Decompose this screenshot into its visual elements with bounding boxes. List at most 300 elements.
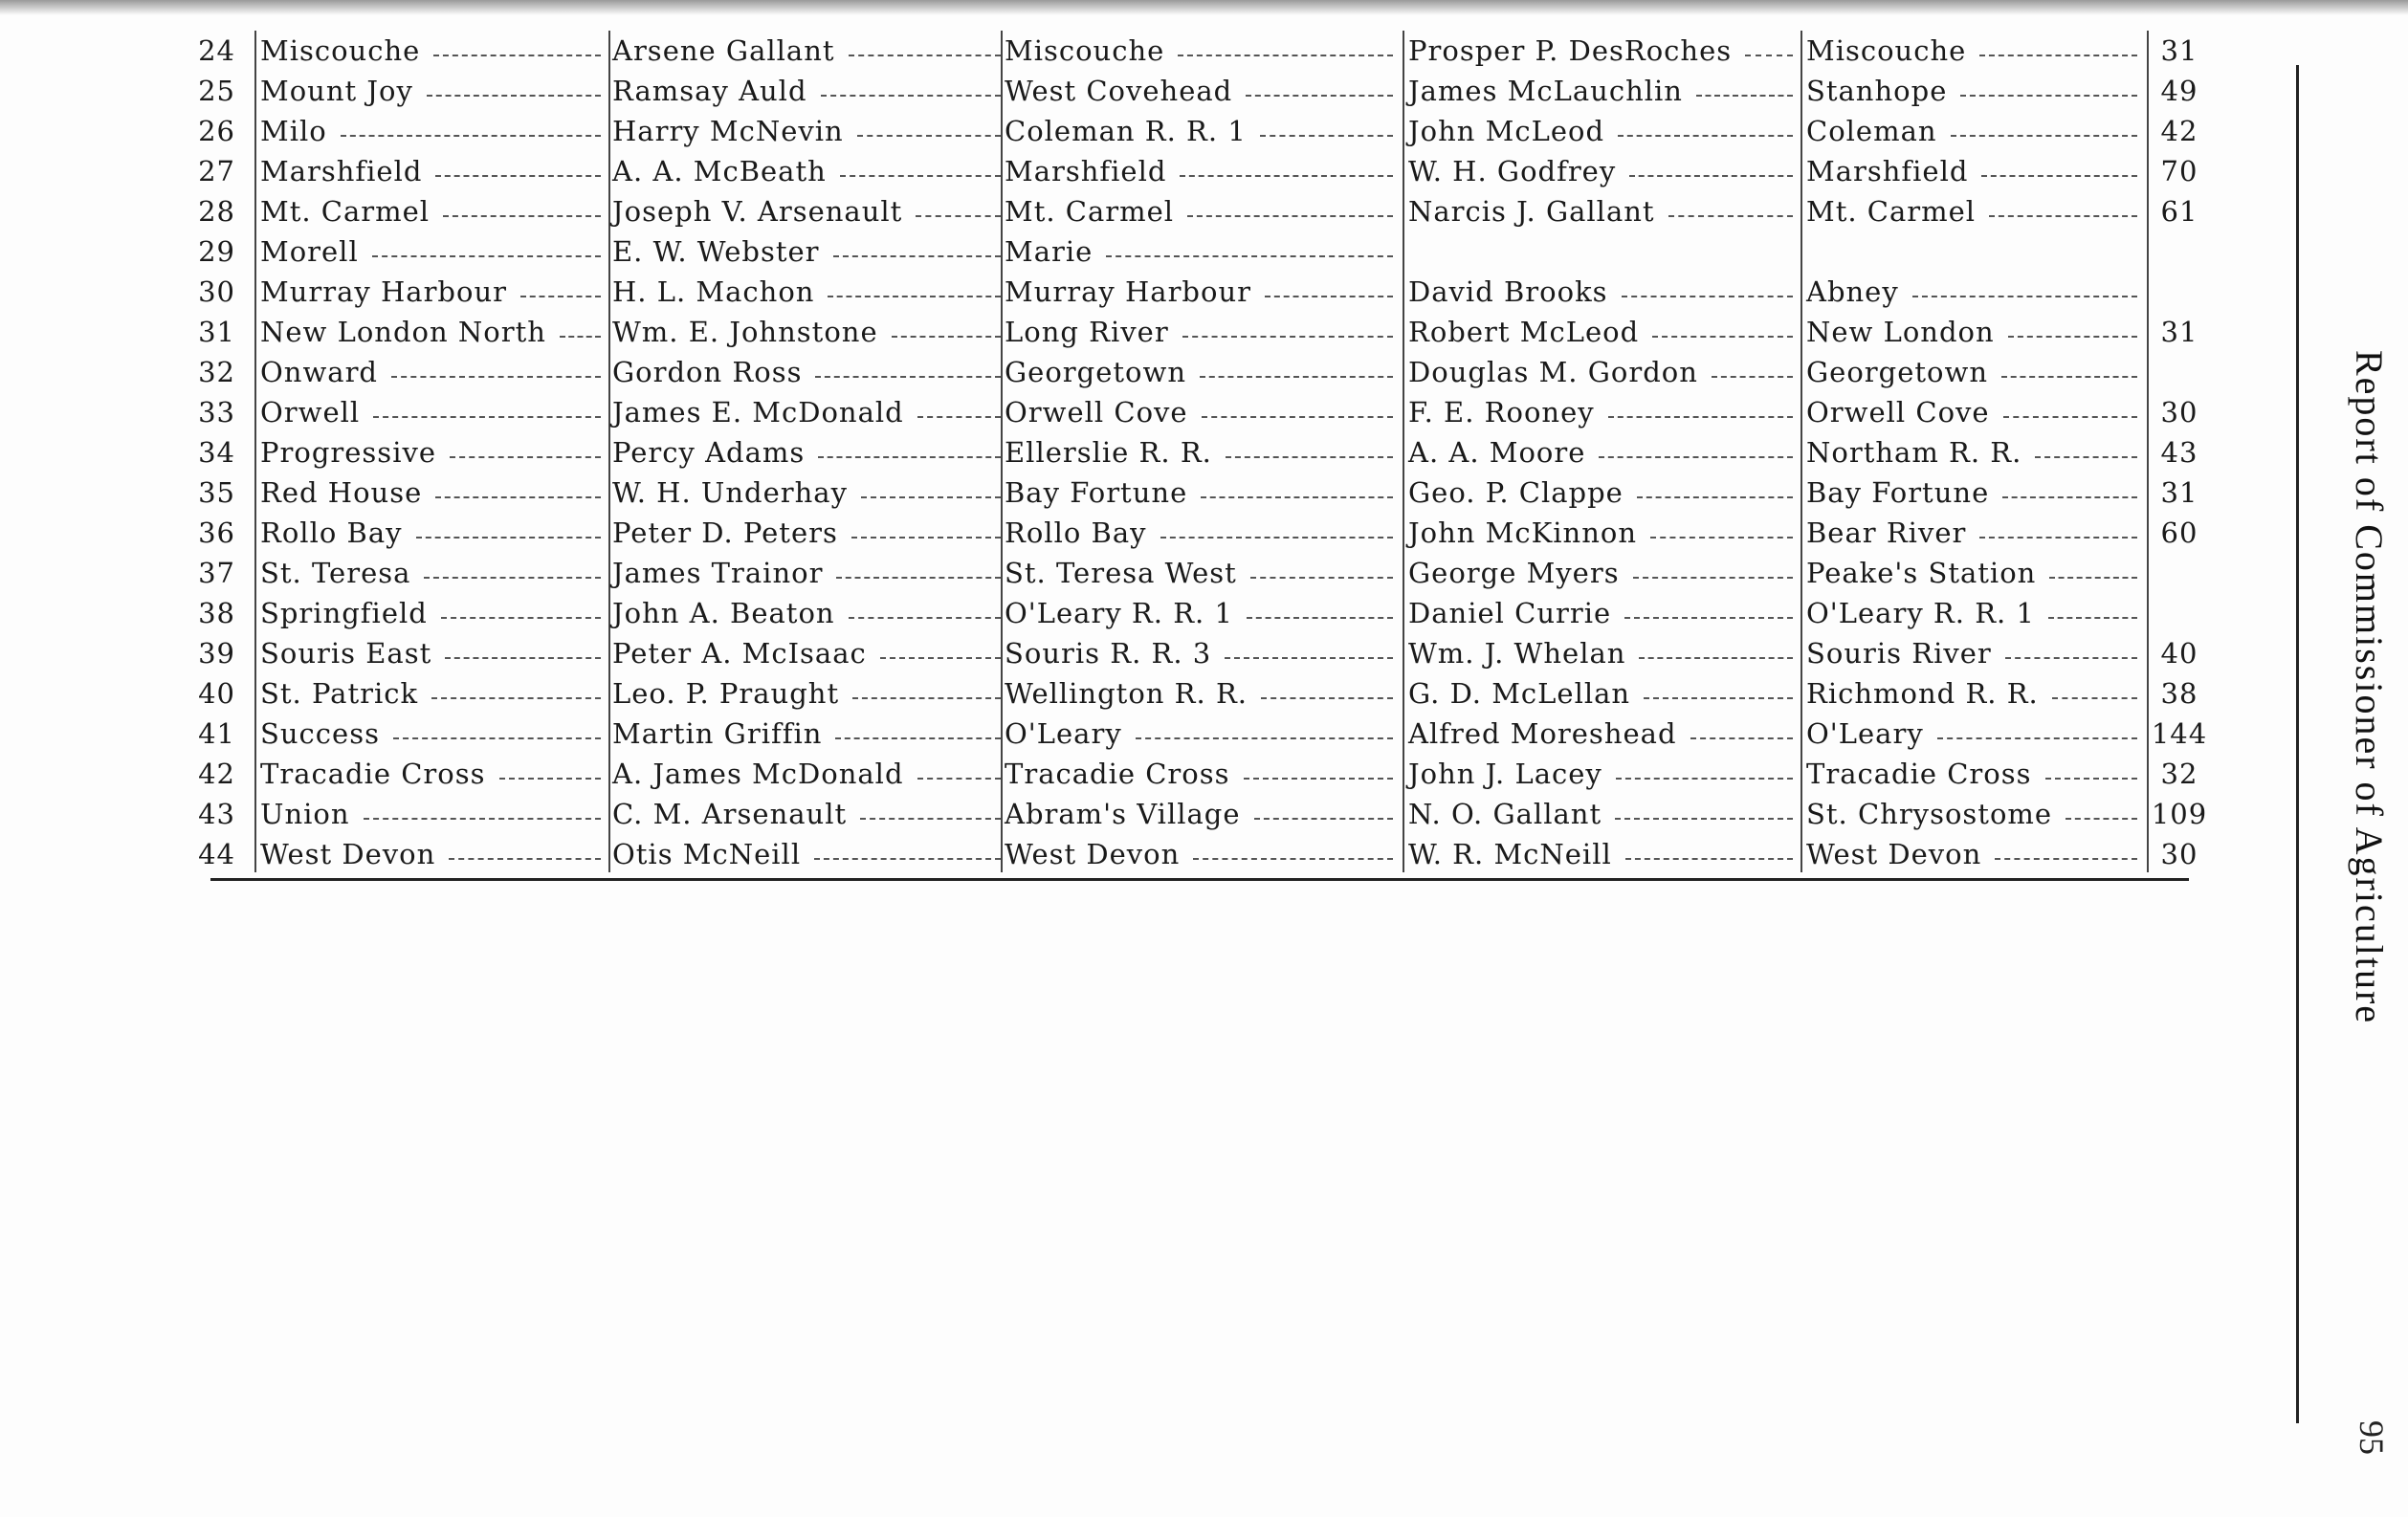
member-count: 49 bbox=[2160, 75, 2198, 107]
secretary-address: Northam R. R. bbox=[1806, 436, 2022, 469]
president-address-cell bbox=[1005, 633, 1399, 673]
secretary-name: James McLauchlin bbox=[1408, 75, 1683, 107]
row-number-cell bbox=[198, 432, 253, 473]
table-row bbox=[198, 473, 2198, 513]
district-name-cell bbox=[260, 231, 607, 272]
row-number-cell bbox=[198, 473, 253, 513]
president-address: Rollo Bay bbox=[1005, 517, 1147, 549]
dot-leader bbox=[364, 818, 601, 820]
row-number: 29 bbox=[198, 235, 235, 268]
dot-leader bbox=[1629, 175, 1793, 177]
dot-leader bbox=[1633, 577, 1793, 579]
president-name: A. James McDonald bbox=[612, 758, 904, 790]
row-number-cell bbox=[198, 151, 253, 191]
row-number-cell bbox=[198, 593, 253, 633]
secretary-address-cell bbox=[1806, 352, 2143, 392]
secretary-name: G. D. McLellan bbox=[1408, 677, 1631, 710]
member-count-cell bbox=[2153, 714, 2220, 754]
district-name-cell bbox=[260, 673, 607, 714]
district-name-cell bbox=[260, 31, 607, 71]
member-count: 30 bbox=[2160, 838, 2198, 870]
row-number: 44 bbox=[198, 838, 235, 870]
row-number: 31 bbox=[198, 316, 235, 348]
secretary-address-cell bbox=[1806, 633, 2143, 673]
dot-leader bbox=[433, 55, 601, 56]
president-address: West Devon bbox=[1005, 838, 1181, 870]
row-number-cell bbox=[198, 71, 253, 111]
president-address: Long River bbox=[1005, 316, 1169, 348]
dot-leader bbox=[917, 416, 1001, 418]
secretary-name-cell bbox=[1408, 191, 1799, 231]
member-count-cell bbox=[2153, 633, 2220, 673]
district-name-cell bbox=[260, 71, 607, 111]
dot-leader bbox=[1652, 336, 1793, 338]
secretary-address: Miscouche bbox=[1806, 34, 1967, 67]
dot-leader bbox=[916, 215, 1001, 217]
running-header: Report of Commissioner of Agriculture bbox=[2348, 350, 2391, 1025]
secretary-name-cell bbox=[1408, 834, 1799, 874]
president-address: Coleman R. R. 1 bbox=[1005, 115, 1247, 147]
table-row bbox=[198, 31, 2198, 71]
row-number-cell bbox=[198, 352, 253, 392]
row-number: 43 bbox=[198, 798, 235, 830]
president-address-cell bbox=[1005, 432, 1399, 473]
secretary-address: Bay Fortune bbox=[1806, 476, 1990, 509]
secretary-name: A. A. Moore bbox=[1408, 436, 1586, 469]
president-name-cell bbox=[612, 71, 1006, 111]
dot-leader bbox=[1261, 697, 1393, 699]
dot-leader bbox=[2008, 336, 2137, 338]
president-name: H. L. Machon bbox=[612, 275, 815, 308]
secretary-name: Prosper P. DesRoches bbox=[1408, 34, 1733, 67]
row-number-cell bbox=[198, 272, 253, 312]
president-address: O'Leary R. R. 1 bbox=[1005, 597, 1233, 629]
president-name: W. H. Underhay bbox=[612, 476, 848, 509]
member-count-cell bbox=[2153, 432, 2220, 473]
president-address-cell bbox=[1005, 352, 1399, 392]
dot-leader bbox=[1937, 737, 2137, 739]
president-address-cell bbox=[1005, 272, 1399, 312]
secretary-address: Marshfield bbox=[1806, 155, 1969, 187]
row-number: 26 bbox=[198, 115, 235, 147]
secretary-name-cell bbox=[1408, 31, 1799, 71]
secretary-address: Stanhope bbox=[1806, 75, 1948, 107]
president-name-cell bbox=[612, 834, 1006, 874]
president-name: Leo. P. Praught bbox=[612, 677, 840, 710]
dot-leader bbox=[1200, 376, 1393, 378]
president-name-cell bbox=[612, 714, 1006, 754]
secretary-name: W. H. Godfrey bbox=[1408, 155, 1617, 187]
secretary-name: Geo. P. Clappe bbox=[1408, 476, 1624, 509]
member-count: 31 bbox=[2160, 476, 2198, 509]
president-address-cell bbox=[1005, 794, 1399, 834]
row-number-cell bbox=[198, 754, 253, 794]
secretary-address: West Devon bbox=[1806, 838, 1982, 870]
district-name-cell bbox=[260, 312, 607, 352]
member-count-cell bbox=[2153, 312, 2220, 352]
president-address-cell bbox=[1005, 191, 1399, 231]
president-name-cell bbox=[612, 191, 1006, 231]
member-count-cell bbox=[2153, 513, 2220, 553]
president-address: Abram's Village bbox=[1005, 798, 1241, 830]
dot-leader bbox=[520, 296, 601, 297]
member-count: 109 bbox=[2151, 798, 2208, 830]
secretary-name: F. E. Rooney bbox=[1408, 396, 1595, 429]
president-name-cell bbox=[612, 312, 1006, 352]
district-name: Union bbox=[260, 798, 350, 830]
member-count-cell bbox=[2153, 231, 2220, 272]
president-name: C. M. Arsenault bbox=[612, 798, 848, 830]
dot-leader bbox=[1622, 296, 1793, 297]
president-name-cell bbox=[612, 794, 1006, 834]
president-address: O'Leary bbox=[1005, 717, 1122, 750]
dot-leader bbox=[1979, 55, 2137, 56]
member-count-cell bbox=[2153, 794, 2220, 834]
dot-leader bbox=[2002, 496, 2137, 498]
row-number-cell bbox=[198, 714, 253, 754]
district-name: West Devon bbox=[260, 838, 436, 870]
president-address-cell bbox=[1005, 312, 1399, 352]
president-address-cell bbox=[1005, 593, 1399, 633]
secretary-name-cell bbox=[1408, 513, 1799, 553]
member-count-cell bbox=[2153, 151, 2220, 191]
dot-leader bbox=[852, 697, 1001, 699]
president-address-cell bbox=[1005, 71, 1399, 111]
district-name: Progressive bbox=[260, 436, 437, 469]
row-number-cell bbox=[198, 111, 253, 151]
district-name: Onward bbox=[260, 356, 378, 388]
member-count-cell bbox=[2153, 272, 2220, 312]
secretary-address-cell bbox=[1806, 714, 2143, 754]
district-name: Tracadie Cross bbox=[260, 758, 486, 790]
dot-leader bbox=[445, 657, 601, 659]
member-count: 60 bbox=[2160, 517, 2198, 549]
row-number: 32 bbox=[198, 356, 235, 388]
row-number: 42 bbox=[198, 758, 235, 790]
dot-leader bbox=[560, 336, 601, 338]
president-address: St. Teresa West bbox=[1005, 557, 1237, 589]
secretary-address-cell bbox=[1806, 231, 2143, 272]
president-name: Percy Adams bbox=[612, 436, 806, 469]
secretary-name-cell bbox=[1408, 714, 1799, 754]
dot-leader bbox=[1201, 496, 1393, 498]
dot-leader bbox=[860, 818, 1001, 820]
secretary-name: Wm. J. Whelan bbox=[1408, 637, 1626, 670]
row-number: 37 bbox=[198, 557, 235, 589]
dot-leader bbox=[1624, 617, 1793, 619]
secretary-address: Mt. Carmel bbox=[1806, 195, 1977, 228]
member-count: 31 bbox=[2160, 34, 2198, 67]
table-row bbox=[198, 191, 2198, 231]
row-number: 30 bbox=[198, 275, 235, 308]
president-name-cell bbox=[612, 754, 1006, 794]
dot-leader bbox=[1247, 617, 1393, 619]
secretary-address-cell bbox=[1806, 71, 2143, 111]
dot-leader bbox=[2001, 376, 2137, 378]
member-count-cell bbox=[2153, 553, 2220, 593]
president-name-cell bbox=[612, 151, 1006, 191]
secretary-name: Douglas M. Gordon bbox=[1408, 356, 1698, 388]
secretary-name: Alfred Moreshead bbox=[1408, 717, 1677, 750]
dot-leader bbox=[1690, 737, 1793, 739]
secretary-address-cell bbox=[1806, 111, 2143, 151]
president-name-cell bbox=[612, 111, 1006, 151]
dot-leader bbox=[835, 737, 1001, 739]
district-name-cell bbox=[260, 794, 607, 834]
dot-leader bbox=[1644, 697, 1793, 699]
dot-leader bbox=[818, 456, 1001, 458]
president-address: Orwell Cove bbox=[1005, 396, 1188, 429]
district-name: Rollo Bay bbox=[260, 517, 403, 549]
dot-leader bbox=[2048, 617, 2137, 619]
secretary-address-cell bbox=[1806, 473, 2143, 513]
president-address-cell bbox=[1005, 392, 1399, 432]
dot-leader bbox=[450, 456, 601, 458]
president-address-cell bbox=[1005, 473, 1399, 513]
district-name-cell bbox=[260, 432, 607, 473]
president-address: Ellerslie R. R. bbox=[1005, 436, 1212, 469]
dot-leader bbox=[1187, 215, 1393, 217]
president-name: James E. McDonald bbox=[612, 396, 904, 429]
secretary-name-cell bbox=[1408, 553, 1799, 593]
secretary-name-cell bbox=[1408, 794, 1799, 834]
table-row bbox=[198, 593, 2189, 633]
president-address: Tracadie Cross bbox=[1005, 758, 1230, 790]
president-address: Marie bbox=[1005, 235, 1094, 268]
dot-leader bbox=[821, 95, 1001, 97]
president-address-cell bbox=[1005, 673, 1399, 714]
member-count-cell bbox=[2153, 834, 2220, 874]
row-number-cell bbox=[198, 312, 253, 352]
dot-leader bbox=[1981, 175, 2137, 177]
row-number: 39 bbox=[198, 637, 235, 670]
secretary-name: John McLeod bbox=[1408, 115, 1605, 147]
president-name-cell bbox=[612, 31, 1006, 71]
dot-leader bbox=[1260, 135, 1393, 137]
table-row bbox=[198, 754, 2198, 794]
dot-leader bbox=[2005, 657, 2137, 659]
dot-leader bbox=[1265, 296, 1393, 297]
president-name-cell bbox=[612, 272, 1006, 312]
row-number-cell bbox=[198, 834, 253, 874]
district-name: Mount Joy bbox=[260, 75, 413, 107]
secretary-name-cell bbox=[1408, 272, 1799, 312]
row-number: 28 bbox=[198, 195, 235, 228]
row-number: 27 bbox=[198, 155, 235, 187]
president-address: Wellington R. R. bbox=[1005, 677, 1248, 710]
member-count-cell bbox=[2153, 191, 2220, 231]
president-address: Bay Fortune bbox=[1005, 476, 1188, 509]
dot-leader bbox=[828, 296, 1001, 297]
dot-leader bbox=[1960, 95, 2137, 97]
dot-leader bbox=[1178, 55, 1393, 56]
secretary-address-cell bbox=[1806, 272, 2143, 312]
president-address-cell bbox=[1005, 553, 1399, 593]
member-count: 42 bbox=[2160, 115, 2198, 147]
president-name: Wm. E. Johnstone bbox=[612, 316, 878, 348]
table-row bbox=[198, 352, 2189, 392]
member-count: 31 bbox=[2160, 316, 2198, 348]
district-name-cell bbox=[260, 191, 607, 231]
dot-leader bbox=[1618, 135, 1793, 137]
row-number-cell bbox=[198, 673, 253, 714]
president-address: Marshfield bbox=[1005, 155, 1167, 187]
member-count: 38 bbox=[2160, 677, 2198, 710]
row-number: 33 bbox=[198, 396, 235, 429]
member-count-cell bbox=[2153, 352, 2220, 392]
district-name: Success bbox=[260, 717, 380, 750]
secretary-address: O'Leary bbox=[1806, 717, 1924, 750]
scan-edge-shadow bbox=[0, 0, 2408, 15]
president-name-cell bbox=[612, 633, 1006, 673]
table-row bbox=[198, 111, 2198, 151]
dot-leader bbox=[424, 577, 601, 579]
dot-leader bbox=[441, 617, 601, 619]
row-number-cell bbox=[198, 231, 253, 272]
secretary-address-cell bbox=[1806, 673, 2143, 714]
secretary-address: St. Chrysostome bbox=[1806, 798, 2053, 830]
member-count: 40 bbox=[2160, 637, 2198, 670]
secretary-name-cell bbox=[1408, 111, 1799, 151]
row-number-cell bbox=[198, 392, 253, 432]
dot-leader bbox=[833, 255, 1001, 257]
table-row bbox=[198, 513, 2198, 553]
president-name-cell bbox=[612, 392, 1006, 432]
row-number: 25 bbox=[198, 75, 235, 107]
president-name-cell bbox=[612, 673, 1006, 714]
secretary-address-cell bbox=[1806, 31, 2143, 71]
president-address-cell bbox=[1005, 151, 1399, 191]
president-name: E. W. Webster bbox=[612, 235, 820, 268]
dot-leader bbox=[393, 737, 601, 739]
dot-leader bbox=[427, 95, 601, 97]
president-address-cell bbox=[1005, 513, 1399, 553]
dot-leader bbox=[372, 255, 601, 257]
president-address-cell bbox=[1005, 754, 1399, 794]
member-count-cell bbox=[2153, 754, 2220, 794]
district-name-cell bbox=[260, 392, 607, 432]
dot-leader bbox=[341, 135, 601, 137]
secretary-name-cell bbox=[1408, 633, 1799, 673]
secretary-address-cell bbox=[1806, 191, 2143, 231]
dot-leader bbox=[849, 55, 1001, 56]
secretary-name: John McKinnon bbox=[1408, 517, 1638, 549]
dot-leader bbox=[1625, 858, 1793, 860]
table-row bbox=[198, 794, 2208, 834]
president-name: John A. Beaton bbox=[612, 597, 835, 629]
table-row bbox=[198, 714, 2208, 754]
secretary-name: Robert McLeod bbox=[1408, 316, 1640, 348]
secretary-name: George Myers bbox=[1408, 557, 1620, 589]
table-row bbox=[198, 553, 2189, 593]
dot-leader bbox=[1599, 456, 1793, 458]
dot-leader bbox=[2003, 416, 2137, 418]
table-row bbox=[198, 151, 2198, 191]
dot-leader bbox=[1136, 737, 1393, 739]
dot-leader bbox=[917, 778, 1001, 780]
district-name: Orwell bbox=[260, 396, 361, 429]
district-name-cell bbox=[260, 151, 607, 191]
table-row bbox=[198, 231, 2189, 272]
secretary-name-cell bbox=[1408, 432, 1799, 473]
secretary-address-cell bbox=[1806, 754, 2143, 794]
district-name-cell bbox=[260, 714, 607, 754]
president-name: Arsene Gallant bbox=[612, 34, 835, 67]
secretary-address: Tracadie Cross bbox=[1806, 758, 2032, 790]
dot-leader bbox=[1668, 215, 1793, 217]
dot-leader bbox=[2049, 577, 2137, 579]
member-count: 43 bbox=[2160, 436, 2198, 469]
dot-leader bbox=[1745, 55, 1793, 56]
dot-leader bbox=[892, 336, 1001, 338]
president-address-cell bbox=[1005, 111, 1399, 151]
district-name: Morell bbox=[260, 235, 359, 268]
dot-leader bbox=[815, 376, 1001, 378]
secretary-name-cell bbox=[1408, 231, 1799, 272]
dot-leader bbox=[1202, 416, 1393, 418]
dot-leader bbox=[1712, 376, 1793, 378]
dot-leader bbox=[1608, 416, 1793, 418]
district-name: Murray Harbour bbox=[260, 275, 507, 308]
table-row bbox=[198, 392, 2198, 432]
dot-leader bbox=[851, 537, 1001, 539]
dot-leader bbox=[2066, 818, 2137, 820]
president-address-cell bbox=[1005, 31, 1399, 71]
table-row bbox=[198, 71, 2198, 111]
secretary-address-cell bbox=[1806, 553, 2143, 593]
row-number-cell bbox=[198, 31, 253, 71]
president-name-cell bbox=[612, 473, 1006, 513]
dot-leader bbox=[880, 657, 1001, 659]
row-number-cell bbox=[198, 191, 253, 231]
secretary-address-cell bbox=[1806, 392, 2143, 432]
secretary-name-cell bbox=[1408, 151, 1799, 191]
dot-leader bbox=[391, 376, 601, 378]
district-name-cell bbox=[260, 754, 607, 794]
president-address-cell bbox=[1005, 834, 1399, 874]
member-count: 61 bbox=[2160, 195, 2198, 228]
dot-leader bbox=[2052, 697, 2137, 699]
president-address: Georgetown bbox=[1005, 356, 1186, 388]
district-name: Red House bbox=[260, 476, 423, 509]
dot-leader bbox=[2035, 456, 2137, 458]
president-name-cell bbox=[612, 513, 1006, 553]
row-number: 40 bbox=[198, 677, 235, 710]
secretary-address-cell bbox=[1806, 151, 2143, 191]
district-name: Miscouche bbox=[260, 34, 421, 67]
table-row bbox=[198, 633, 2198, 673]
dot-leader bbox=[849, 617, 1001, 619]
dot-leader bbox=[1696, 95, 1793, 97]
member-count-cell bbox=[2153, 392, 2220, 432]
row-number: 24 bbox=[198, 34, 235, 67]
secretary-address-cell bbox=[1806, 794, 2143, 834]
president-address-cell bbox=[1005, 231, 1399, 272]
president-address: Souris R. R. 3 bbox=[1005, 637, 1212, 670]
dot-leader bbox=[1160, 537, 1393, 539]
dot-leader bbox=[449, 858, 601, 860]
president-name: Peter A. McIsaac bbox=[612, 637, 867, 670]
row-number-cell bbox=[198, 553, 253, 593]
table-row bbox=[198, 432, 2198, 473]
dot-leader bbox=[443, 215, 601, 217]
president-address: West Covehead bbox=[1005, 75, 1233, 107]
secretary-address-cell bbox=[1806, 312, 2143, 352]
dot-leader bbox=[1180, 175, 1393, 177]
dot-leader bbox=[1244, 778, 1393, 780]
secretary-address-cell bbox=[1806, 513, 2143, 553]
secretary-name-cell bbox=[1408, 392, 1799, 432]
